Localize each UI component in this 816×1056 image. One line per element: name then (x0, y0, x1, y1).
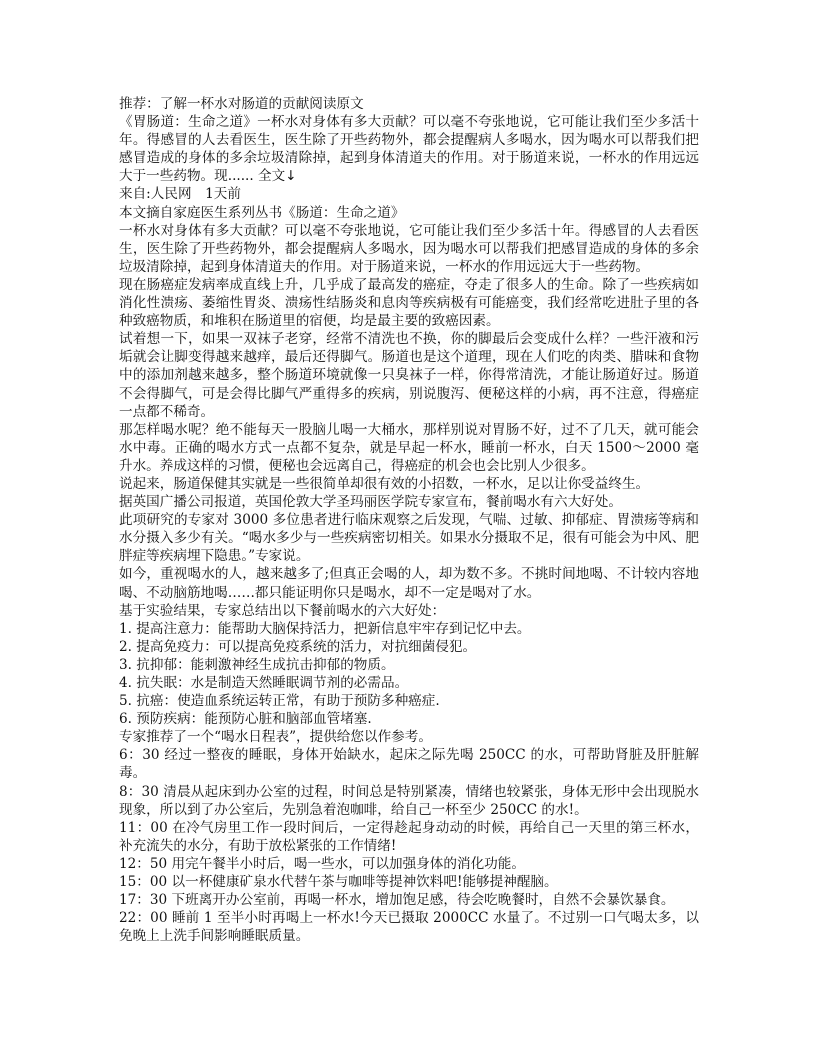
summary-text: 《胃肠道：生命之道》一杯水对身体有多大贡献？可以毫不夸张地说，它可能让我们至少多活十年。得感冒的人去看医生，医生除了开些药物外，都会提醒病人多喝水，因为喝水可以帮我们把感冒造成的身体的多余垃圾清除掉，起到身体清道夫的作用。对于肠道来说，一杯水的作用远远大于一些药物。现...... (119, 114, 699, 185)
full-text-link[interactable]: 全文↓ (258, 168, 297, 185)
article-paragraph: 基于实验结果，专家总结出以下餐前喝水的六大好处： (119, 602, 446, 619)
schedule-item: 8：30 清晨从起床到办公室的过程，时间总是特别紧凑，情绪也较紧张，身体无形中会出现脱水现象，所以到了办公室后，先别急着泡咖啡，给自己一杯至少 250CC 的水!。 (119, 783, 699, 818)
schedule-item: 17：30 下班离开办公室前，再喝一杯水，增加饱足感，待会吃晚餐时，自然不会暴饮暴食。 (119, 892, 675, 909)
benefit-item: 2. 提高免疫力：可以提高免疫系统的活力，对抗细菌侵犯。 (119, 638, 477, 655)
article-paragraph: 本文摘自家庭医生系列丛书《肠道：生命之道》 (119, 204, 405, 221)
schedule-item: 22：00 睡前 1 至半小时再喝上一杯水!今天已摄取 2000CC 水量了。不过别一口气喝太多，以免晚上上洗手间影响睡眠质量。 (119, 910, 699, 945)
schedule-item: 6：30 经过一整夜的睡眠，身体开始缺水，起床之际先喝 250CC 的水，可帮助肾脏及肝脏解毒。 (119, 747, 699, 782)
article-paragraph: 此项研究的专家对 3000 多位患者进行临床观察之后发现，气喘、过敏、抑郁症、胃溃疡等病和水分摄入多少有关。“喝水多少与一些疾病密切相关。如果水分摄取不足，很有可能会为中风、肥胖症等疾病埋下隐患。”专家说。 (119, 512, 699, 565)
arrow-down-icon: ↓ (285, 168, 297, 185)
benefit-item: 4. 抗失眠：水是制造天然睡眠调节剂的必需品。 (119, 675, 409, 691)
recommend-summary (119, 113, 699, 185)
article-paragraph: 那怎样喝水呢？绝不能每天一股脑儿喝一大桶水，那样别说对胃肠不好，过不了几天，就可能会水中毒。正确的喝水方式一点都不复杂，就是早起一杯水，睡前一杯水，白天 1500～2000 毫升水。养成这样的习惯，便秘也会远离自己，得癌症的机会也会比别人少很多。 (119, 421, 699, 474)
schedule-intro: 专家推荐了一个“喝水日程表”，提供给您以作参考。 (119, 729, 432, 746)
benefit-item: 1. 提高注意力：能帮助大脑保持活力，把新信息牢牢存到记忆中去。 (119, 620, 531, 637)
article-paragraph: 试着想一下，如果一双袜子老穿，经常不清洗也不换，你的脚最后会变成什么样？一些汗液和污垢就会让脚变得越来越痒，最后还得脚气。肠道也是这个道理，现在人们吃的肉类、腊味和食物中的添加剂越来越多，整个肠道环境就像一只臭袜子一样，你得常清洗，才能让肠道好过。肠道不会得脚气，可是会得比脚气严重得多的疾病，别说腹泻、便秘这样的小病，再不注意，得癌症一点都不稀奇。 (119, 331, 699, 420)
document-page (119, 95, 699, 945)
article-paragraph: 如今，重视喝水的人，越来越多了;但真正会喝的人，却为数不多。不挑时间地喝、不计较内容地喝、不动脑筋地喝……都只能证明你只是喝水，却不一定是喝对了水。 (119, 566, 699, 601)
benefit-item: 5. 抗癌：使造血系统运转正常，有助于预防多种癌症. (119, 693, 440, 710)
article-paragraph: 说起来，肠道保健其实就是一些很简单却很有效的小招数，一杯水，足以让你受益终生。 (119, 475, 650, 492)
schedule-item: 12：50 用完午餐半小时后，喝一些水，可以加强身体的消化功能。 (119, 855, 525, 872)
benefit-item: 3. 抗抑郁：能刺激神经生成抗击抑郁的物质。 (119, 656, 395, 673)
schedule-item: 11：00 在冷气房里工作一段时间后，一定得趁起身动动的时候，再给自己一天里的第三杯水，补充流失的水分，有助于放松紧张的工作情绪! (119, 819, 699, 854)
article-paragraph: 现在肠癌症发病率成直线上升，几乎成了最高发的癌症，夺走了很多人的生命。除了一些疾病如消化性溃疡、萎缩性胃炎、溃疡性结肠炎和息肉等疾病极有可能癌变，我们经常吃进肚子里的各种致癌物质，和堆积在肠道里的宿便，均是最主要的致癌因素。 (119, 276, 699, 330)
article-paragraph: 据英国广播公司报道，英国伦敦大学圣玛丽医学院专家宣布，餐前喝水有六大好处。 (119, 494, 622, 511)
article-paragraph: 一杯水对身体有多大贡献？可以毫不夸张地说，它可能让我们至少多活十年。得感冒的人去看医生，医生除了开些药物外，都会提醒病人多喝水，因为喝水可以帮我们把感冒造成的身体的多余垃圾清除掉，起到身体清道夫的作用。对于肠道来说，一杯水的作用远远大于一些药物。 (119, 222, 699, 275)
source-line: 来自:人民网 1天前 (119, 186, 241, 203)
benefit-item: 6. 预防疾病：能预防心脏和脑部血管堵塞. (119, 711, 372, 728)
recommend-heading[interactable]: 推荐：了解一杯水对肠道的贡献阅读原文 (119, 96, 364, 112)
schedule-item: 15：00 以一杯健康矿泉水代替午茶与咖啡等提神饮料吧!能够提神醒脑。 (119, 874, 558, 891)
